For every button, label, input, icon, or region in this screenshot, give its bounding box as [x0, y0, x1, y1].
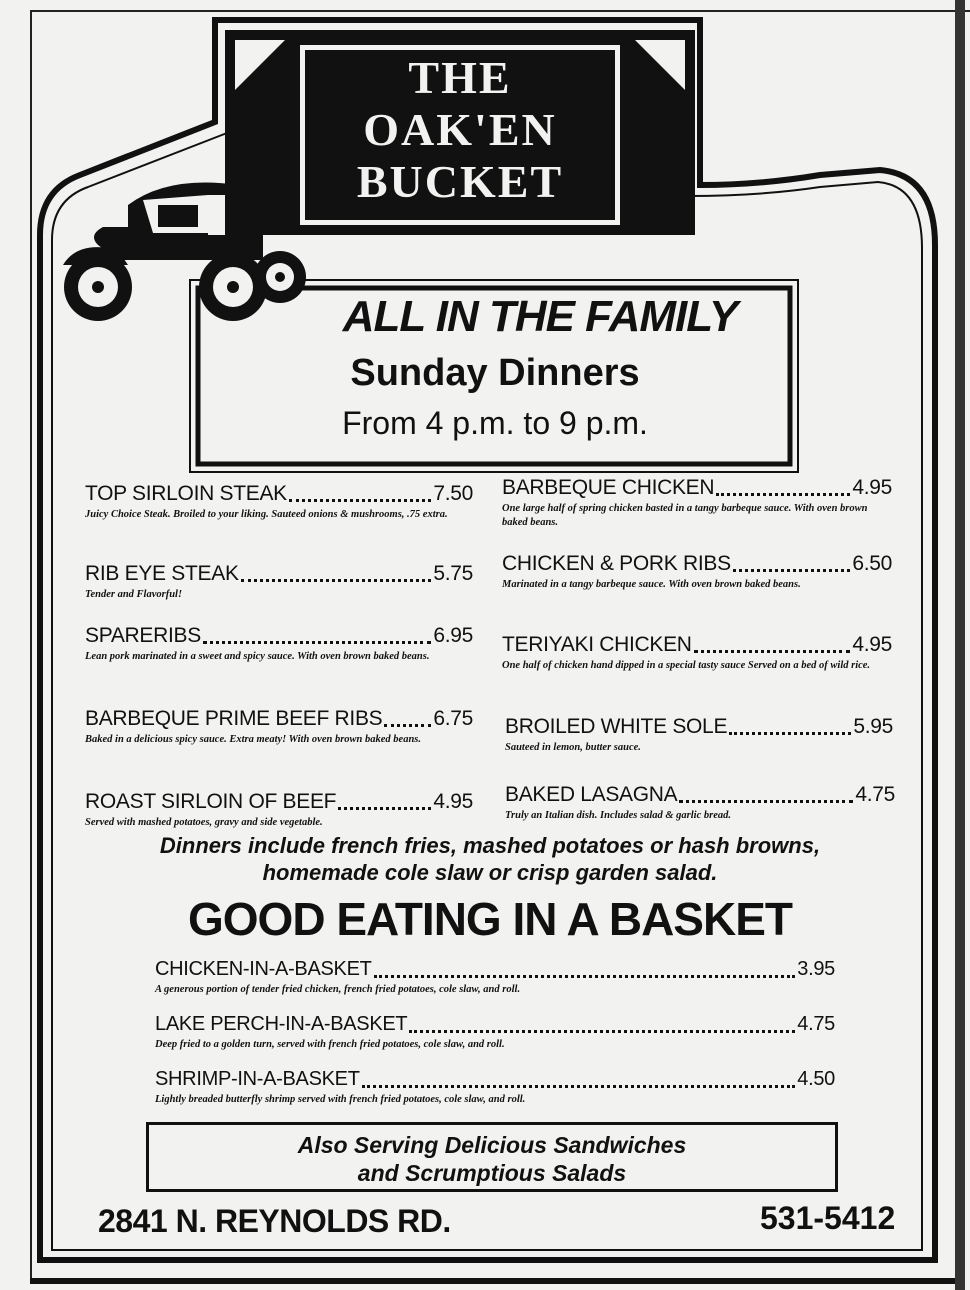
promo-hours: From 4 p.m. to 9 p.m.	[342, 405, 648, 441]
item-price: 6.75	[433, 707, 473, 730]
antique-car-illustration	[58, 165, 318, 335]
item-price: 4.95	[852, 476, 892, 499]
item-description: Lean pork marinated in a sweet and spicy sauce. With oven brown baked beans.	[85, 651, 430, 662]
menu-item-baked-lasagna	[505, 783, 895, 823]
menu-item-broiled-white-sole	[505, 715, 893, 755]
item-price: 4.50	[797, 1068, 835, 1090]
logo-line-1: THE	[408, 52, 512, 103]
item-description: Marinated in a tangy barbeque sauce. With oven brown baked beans.	[502, 579, 801, 590]
item-price: 4.75	[797, 1013, 835, 1035]
item-name: LAKE PERCH-IN-A-BASKET	[155, 1013, 408, 1035]
item-name: TOP SIRLOIN STEAK	[85, 482, 287, 505]
menu-item-teriyaki-chicken	[502, 633, 892, 673]
menu-item-top-sirloin-steak	[85, 482, 473, 522]
item-price: 7.50	[433, 482, 473, 505]
includes-line-2: homemade cole slaw or crisp garden salad.	[262, 860, 718, 885]
item-description: One half of chicken hand dipped in a special tasty sauce Served on a bed of wild rice.	[502, 660, 871, 671]
menu-item-rib-eye-steak	[85, 562, 473, 602]
logo	[305, 52, 615, 208]
restaurant-phone: 531-5412	[760, 1200, 896, 1236]
item-description: A generous portion of tender fried chicken, french fried potatoes, cole slaw, and roll.	[155, 984, 521, 995]
item-name: CHICKEN & PORK RIBS	[502, 552, 731, 575]
item-price: 3.95	[797, 958, 835, 980]
menu-item-barbeque-chicken	[502, 476, 892, 530]
item-price: 5.95	[853, 715, 893, 738]
item-price: 6.95	[433, 624, 473, 647]
item-price: 4.95	[852, 633, 892, 656]
item-name: TERIYAKI CHICKEN	[502, 633, 692, 656]
item-name: BARBEQUE PRIME BEEF RIBS	[85, 707, 383, 730]
menu-item-chicken-pork-ribs	[502, 552, 892, 592]
menu-item-barbeque-prime-beef-ribs	[85, 707, 473, 747]
item-name: SPARERIBS	[85, 624, 201, 647]
item-description: Baked in a delicious spicy sauce. Extra meaty! With oven brown baked beans.	[85, 734, 422, 745]
item-name: ROAST SIRLOIN OF BEEF	[85, 790, 337, 813]
logo-line-2: OAK'EN	[363, 104, 557, 155]
item-name: CHICKEN-IN-A-BASKET	[155, 958, 372, 980]
item-name: RIB EYE STEAK	[85, 562, 239, 585]
item-description: Lightly breaded butterfly shrimp served with french fried potatoes, cole slaw, and roll.	[155, 1094, 526, 1105]
logo-line-3: BUCKET	[356, 156, 564, 207]
dinners-include-note	[150, 832, 830, 886]
item-description: Juicy Choice Steak. Broiled to your liking. Sauteed onions & mushrooms, .75 extra.	[85, 509, 448, 520]
item-name: BARBEQUE CHICKEN	[502, 476, 715, 499]
item-description: Sauteed in lemon, butter sauce.	[505, 742, 641, 753]
basket-item-lake-perch	[155, 1013, 835, 1052]
serving-line-1: Also Serving Delicious Sandwiches	[297, 1132, 687, 1158]
basket-item-chicken	[155, 958, 835, 997]
menu-item-roast-sirloin-of-beef	[85, 790, 473, 830]
basket-item-shrimp	[155, 1068, 835, 1107]
item-price: 6.50	[852, 552, 892, 575]
item-description: Deep fried to a golden turn, served with french fried potatoes, cole slaw, and roll.	[155, 1039, 505, 1050]
item-description: Tender and Flavorful!	[85, 589, 183, 600]
item-price: 5.75	[433, 562, 473, 585]
promo-title: ALL IN THE FAMILY	[342, 292, 738, 341]
item-description: Truly an Italian dish. Includes salad & garlic bread.	[505, 810, 731, 821]
promo-subtitle: Sunday Dinners	[350, 352, 640, 394]
basket-section-title: GOOD EATING IN A BASKET	[188, 893, 792, 945]
restaurant-address: 2841 N. REYNOLDS RD.	[98, 1203, 451, 1239]
item-name: SHRIMP-IN-A-BASKET	[155, 1068, 360, 1090]
item-description: One large half of spring chicken basted in a tangy barbeque sauce. With oven brown baked beans.	[502, 503, 868, 528]
item-price: 4.95	[433, 790, 473, 813]
menu-item-spareribs	[85, 624, 473, 664]
item-price: 4.75	[855, 783, 895, 806]
item-name: BROILED WHITE SOLE	[505, 715, 728, 738]
also-serving-box	[146, 1122, 838, 1192]
item-description: Served with mashed potatoes, gravy and side vegetable.	[85, 817, 323, 828]
serving-line-2: and Scrumptious Salads	[357, 1160, 627, 1186]
item-name: BAKED LASAGNA	[505, 783, 678, 806]
includes-line-1: Dinners include french fries, mashed potatoes or hash browns,	[159, 833, 821, 858]
